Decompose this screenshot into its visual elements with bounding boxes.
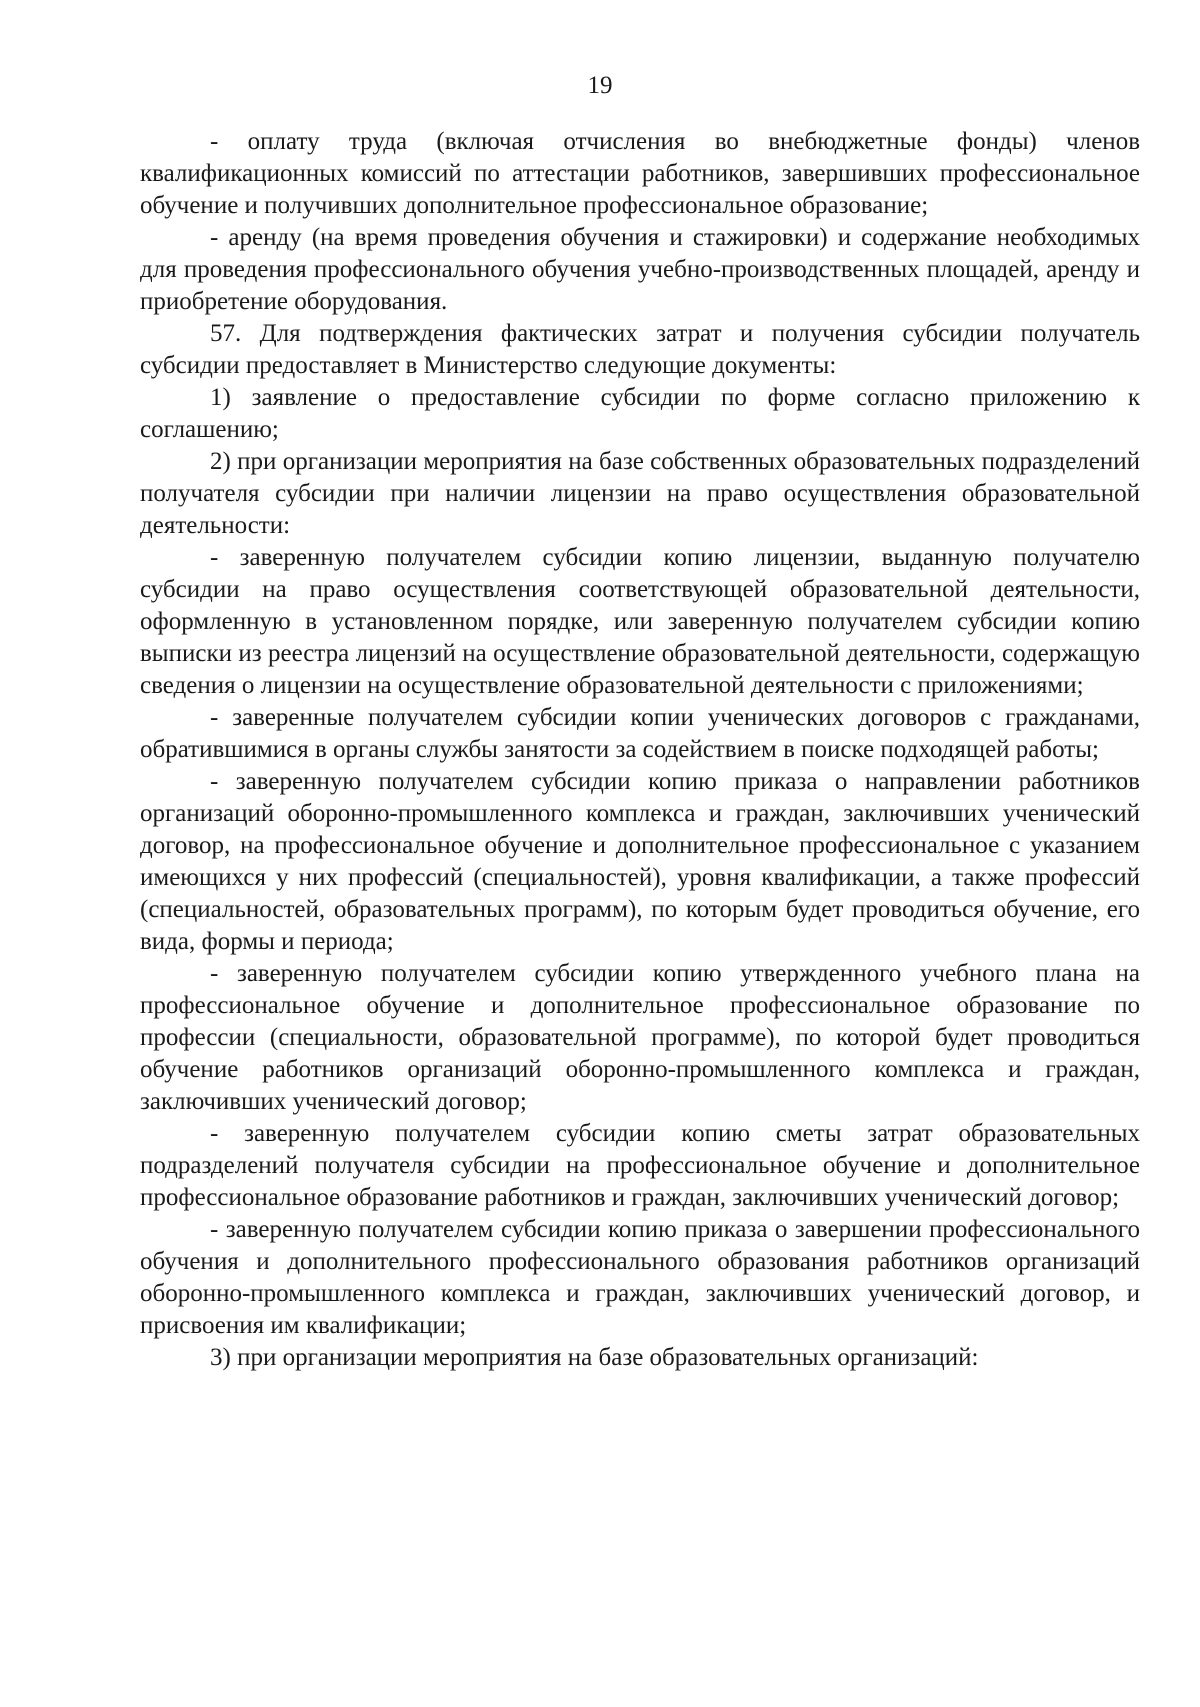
paragraph-rent: - аренду (на время проведения обучения и стажировки) и содержание необходимых для проведения профессионального обучения учебно-производственных площадей, аренду и приобретение оборудования. bbox=[140, 224, 1140, 315]
paragraph-cost-estimate: - заверенную получателем субсидии копию сметы затрат образовательных подразделений получателя субсидии на профессиональное обучение и дополнительное профессиональное образование работников и граждан, заключивших ученический договор; bbox=[140, 1120, 1140, 1211]
paragraph-completion-order: - заверенную получателем субсидии копию приказа о завершении профессионального обучения и дополнительного профессионального образования работников организаций оборонно-промышленного комплекса и граждан, заключивших ученический договор, и присвоения им квалификации; bbox=[140, 1216, 1140, 1339]
page-number: 19 bbox=[587, 72, 613, 99]
paragraph-license-copy: - заверенную получателем субсидии копию лицензии, выданную получателю субсидии на право осуществления соответствующей образовательной деятельности, оформленную в установленном порядке, или заверенную получателем субсидии копию выписки из реестра лицензий на осуществление образовательной деятельности, содержащую сведения о лицензии на осуществление образовательной деятельности с приложениями; bbox=[140, 544, 1140, 699]
paragraph-labor-payment: - оплату труда (включая отчисления во внебюджетные фонды) членов квалификационных комиссий по аттестации работников, завершивших профессиональное обучение и получивших дополнительное профессиональное образование; bbox=[140, 128, 1140, 219]
paragraph-student-contracts: - заверенные получателем субсидии копии ученических договоров с гражданами, обратившимися в органы службы занятости за содействием в поиске подходящей работы; bbox=[140, 704, 1140, 763]
paragraph-direction-order: - заверенную получателем субсидии копию приказа о направлении работников организаций оборонно-промышленного комплекса и граждан, заключивших ученический договор, на профессиональное обучение и дополнительное профессиональное с указанием имеющихся у них профессий (специальностей), уровня квалификации, а также профессий (специальностей, образовательных программ), по которым будет проводиться обучение, его вида, формы и периода; bbox=[140, 768, 1140, 955]
paragraph-curriculum: - заверенную получателем субсидии копию утвержденного учебного плана на профессиональное обучение и дополнительное профессиональное образование по профессии (специальности, образовательной программе), по которой будет проводиться обучение работников организаций оборонно-промышленного комплекса и граждан, заключивших ученический договор; bbox=[140, 960, 1140, 1115]
document-body bbox=[140, 126, 1140, 1374]
paragraph-item-57: 57. Для подтверждения фактических затрат и получения субсидии получатель субсидии предоставляет в Министерство следующие документы: bbox=[140, 320, 1140, 379]
paragraph-subitem-1: 1) заявление о предоставление субсидии по форме согласно приложению к соглашению; bbox=[140, 384, 1140, 443]
paragraph-subitem-3: 3) при организации мероприятия на базе образовательных организаций: bbox=[210, 1344, 979, 1371]
paragraph-subitem-2: 2) при организации мероприятия на базе собственных образовательных подразделений получателя субсидии при наличии лицензии на право осуществления образовательной деятельности: bbox=[140, 448, 1140, 539]
